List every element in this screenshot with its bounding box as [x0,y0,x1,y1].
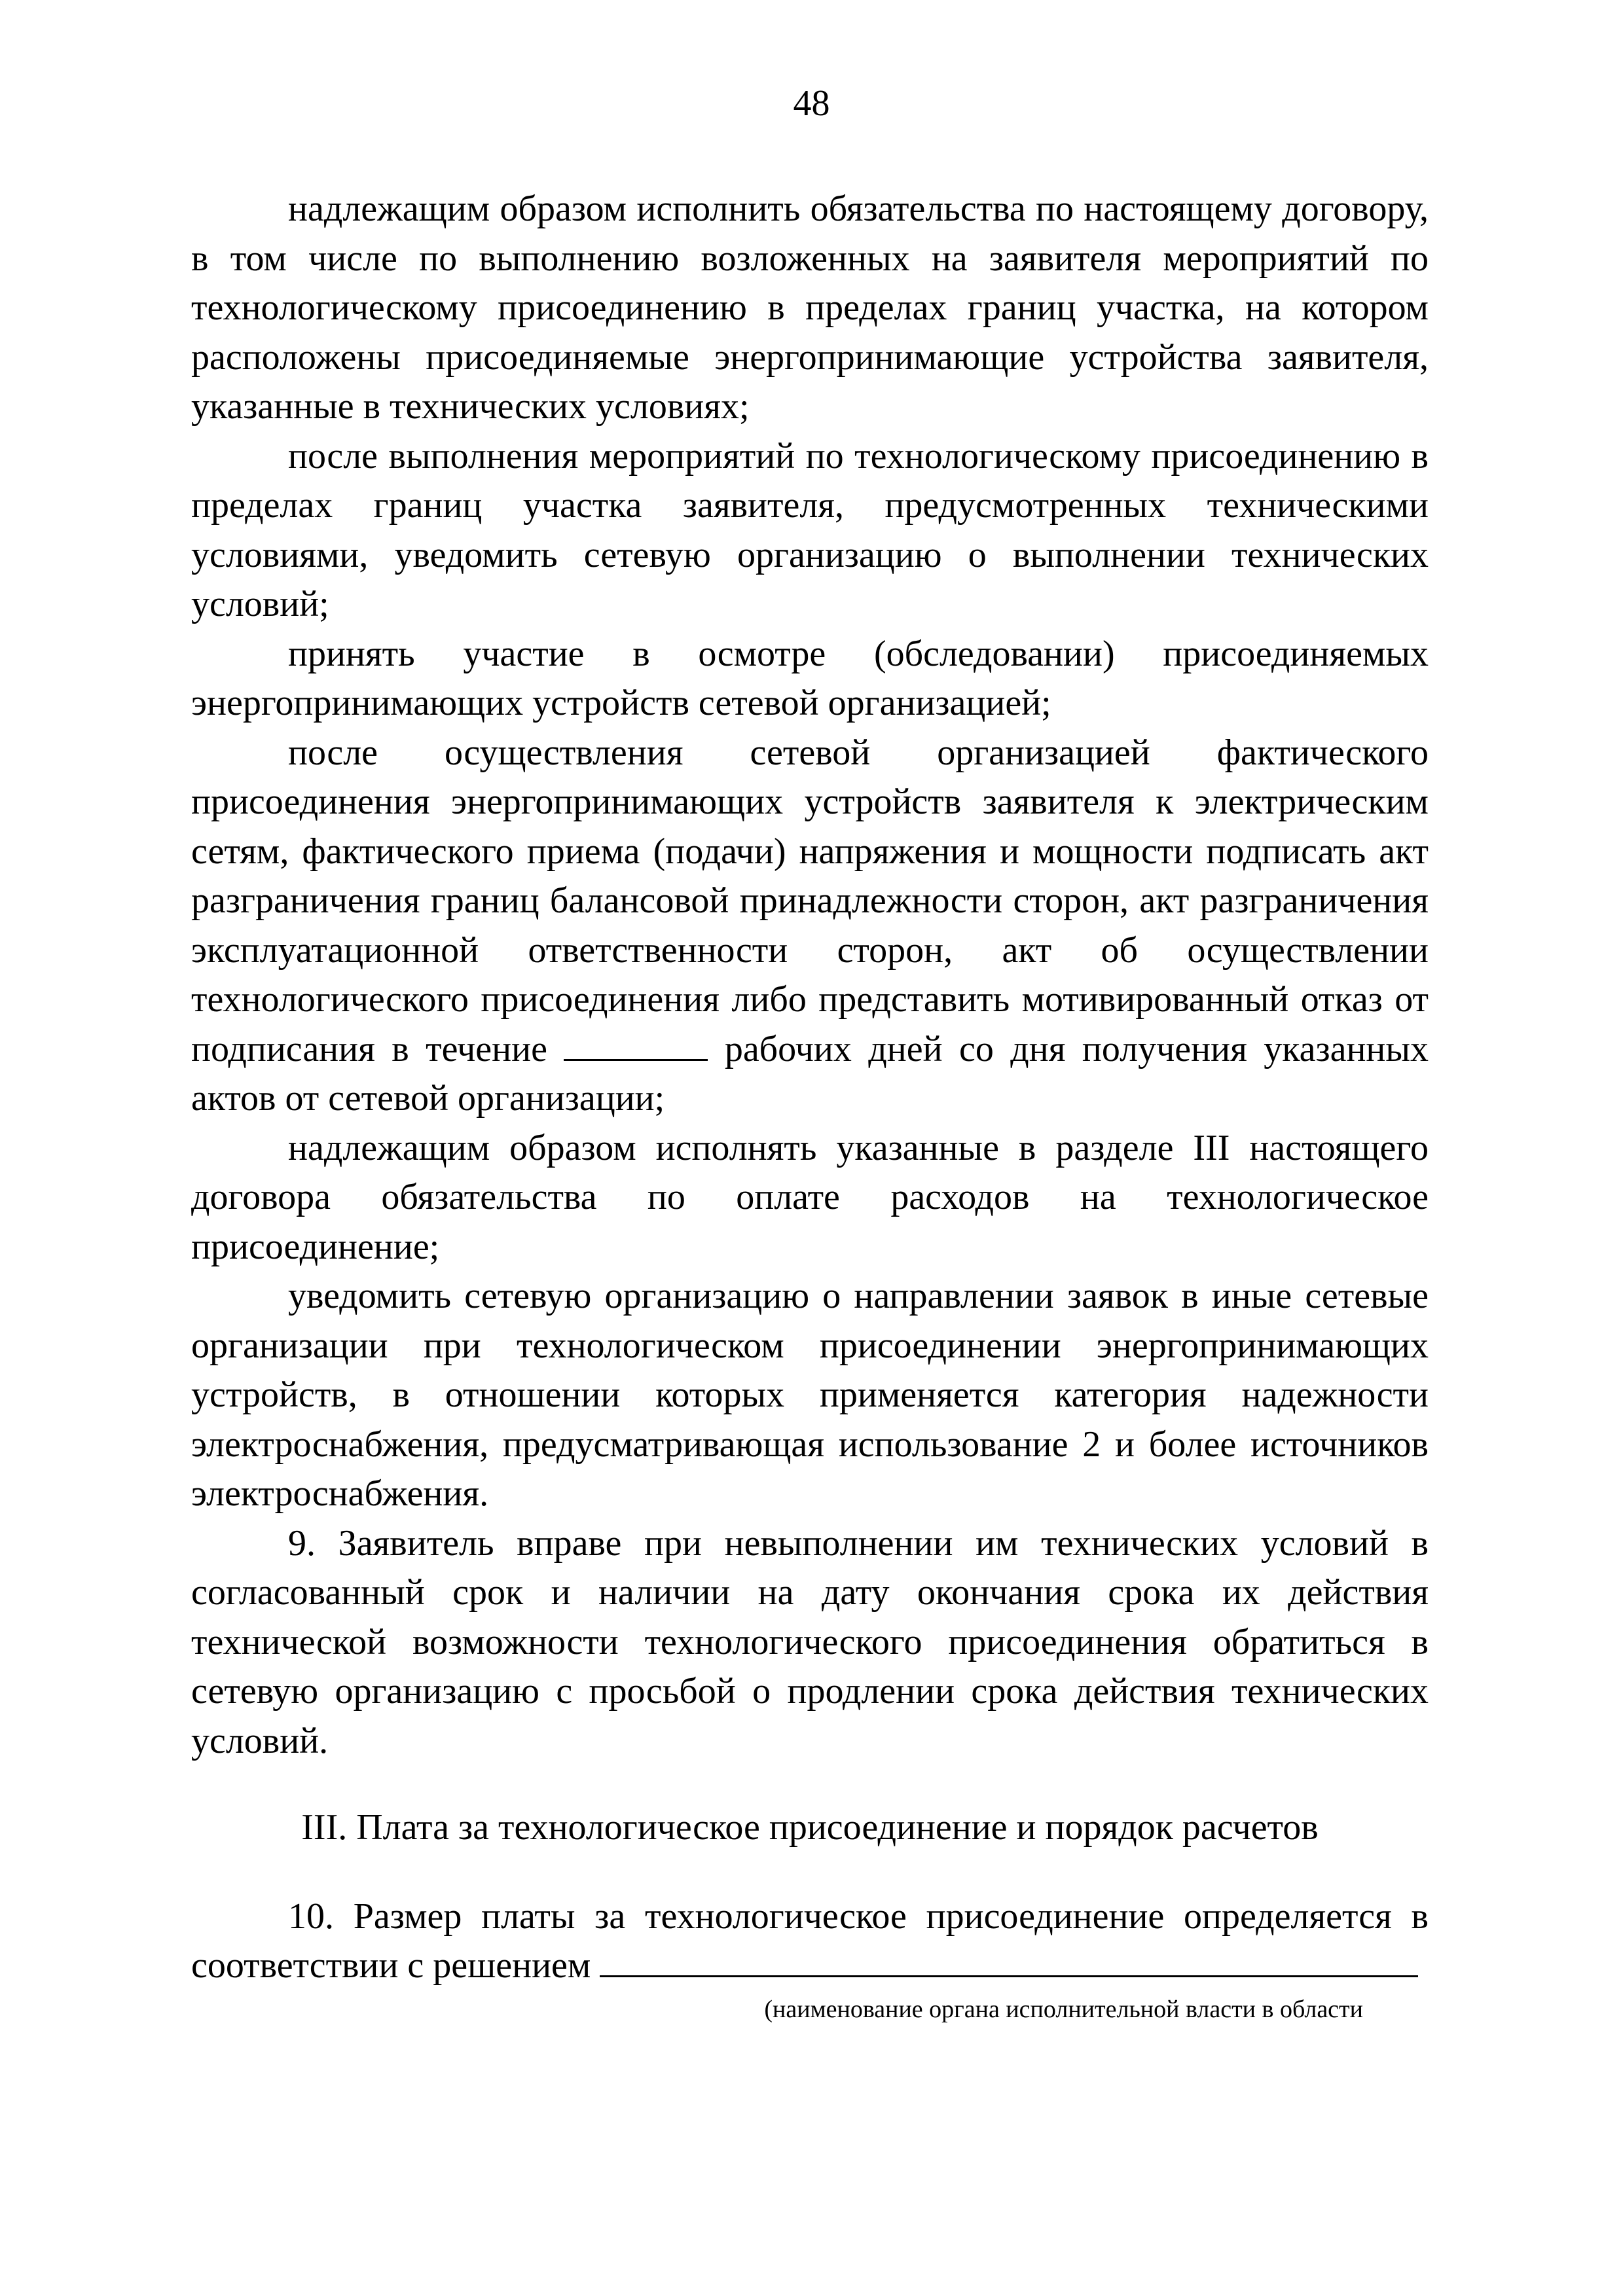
paragraph-sign-acts [191,728,1429,1124]
paragraph-notify-completion: после выполнения мероприятий по технологическому присоединению в пределах границ участка заявителя, предусмотренных техническими условиями, уведомить сетевую организацию о выполнении технических условий; [191,435,1429,624]
authority-blank-line [600,1943,1418,1977]
sign-acts-text-after: рабочих дней со дня получения указанных актов от сетевой организации; [191,1028,1429,1119]
paragraph-notify-applications: уведомить сетевую организацию о направлении заявок в иные сетевые организации при технологическом присоединении энергопринимающих устройств, в отношении которых применяется категория надежности электроснабжения, предусматривающая использование 2 и более источников электроснабжения. [191,1276,1429,1514]
page-number: 48 [793,83,830,124]
clause-10-text: 10. Размер платы за технологическое присоединение определяется в соответствии с решением [191,1895,1429,1986]
section-heading: III. Плата за технологическое присоединение и порядок расчетов [301,1807,1319,1848]
document-body [191,185,1429,2024]
paragraph-payment-obligation: надлежащим образом исполнять указанные в разделе III настоящего договора обязательства по оплате расходов на технологическое присоединение; [191,1127,1429,1267]
blank-caption: (наименование органа исполнительной власти в области [764,1995,1363,2023]
days-blank-line [564,1026,708,1061]
clause-9: 9. Заявитель вправе при невыполнении им технических условий в согласованный срок и наличии на дату окончания срока их действия технической возможности технологического присоединения обратиться в сетевую организацию с просьбой о продлении срока действия технических условий. [191,1522,1429,1761]
paragraph-inspection: принять участие в осмотре (обследовании) присоединяемых энергопринимающих устройств сетевой организацией; [191,633,1429,723]
paragraph-obligation-fulfill: надлежащим образом исполнить обязательства по настоящему договору, в том числе по выполнению возложенных на заявителя мероприятий по технологическому присоединению в пределах границ участка, на котором расположены присоединяемые энергопринимающие устройства заявителя, указанные в технических условиях; [191,188,1429,427]
sign-acts-text-before: после осуществления сетевой организацией фактического присоединения энергопринимающих устройств заявителя к электрическим сетям, фактического приема (подачи) напряжения и мощности подписать акт разграничения границ балансовой принадлежности сторон, акт разграничения эксплуатационной ответственности сторон, акт об осуществлении технологического присоединения либо представить мотивированный отказ от подписания в течение [191,732,1429,1069]
clause-10 [191,1892,1429,1991]
